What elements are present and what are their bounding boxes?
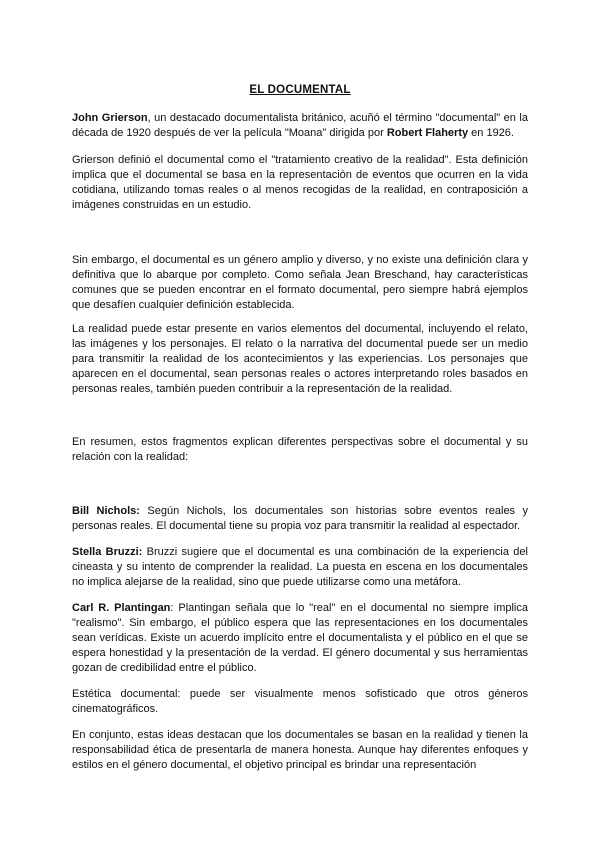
paragraph-bill-nichols: [72, 504, 528, 534]
paragraph-text: Según Nichols, los documentales son historias sobre eventos reales y personas reales. El documental tiene su propia voz para transmitir la realidad al espectador.: [72, 505, 528, 532]
paragraph-text: en 1926.: [468, 127, 514, 139]
paragraph-stella-bruzzi: [72, 545, 528, 590]
paragraph-breschand: Sin embargo, el documental es un género amplio y diverso, y no existe una definición clara y definitiva que lo abarque por completo. Como señala Jean Breschand, hay características comunes que se pueden encontrar en el formato documental, pero siempre habrá ejemplos que desafíen cualquier definición establecida.: [72, 254, 528, 311]
page-title: EL DOCUMENTAL: [249, 84, 351, 96]
name-carl-plantingan: Carl R. Plantingan: [72, 602, 171, 614]
name-stella-bruzzi: Stella Bruzzi:: [72, 546, 143, 558]
paragraph-estetica: Estética documental: puede ser visualmente menos sofisticado que otros géneros cinematográficos.: [72, 688, 528, 715]
paragraph-carl-plantingan: [72, 601, 528, 676]
paragraph-text: Bruzzi sugiere que el documental es una combinación de la experiencia del cineasta y su intento de comprender la realidad. La puesta en escena en los documentales no implica alejarse de la realidad, sino que puede utilizarse como una metáfora.: [72, 546, 528, 588]
name-john-grierson: John Grierson: [72, 112, 148, 124]
paragraph-grierson-definition: Grierson definió el documental como el "tratamiento creativo de la realidad". Esta definición implica que el documental se basa en la representación de eventos que ocurren en la vida cotidiana, utilizando tomas reales o al menos recogidas de la realidad, en contraposición a imágenes construidas en un estudio.: [72, 154, 528, 211]
paragraph-text: : Plantingan señala que lo "real" en el documental no siempre implica "realismo". Sin embargo, el público espera que las representaciones en los documentales sean verídicas. Existe un acuerdo implícito entre el documentalista y el público en el que se espera honestidad y la presentación de la verdad. El género documental y sus herramientas gozan de credibilidad entre el público.: [72, 602, 528, 674]
name-robert-flaherty: Robert Flaherty: [386, 127, 469, 139]
name-bill-nichols: Bill Nichols:: [72, 505, 140, 517]
paragraph-realidad: La realidad puede estar presente en varios elementos del documental, incluyendo el relato, las imágenes y los personajes. El relato o la narrativa del documental puede ser un medio para transmitir la realidad de los acontecimientos y las experiencias. Los personajes que aparecen en el documental, sean personas reales o actores interpretando roles basados en personas reales, también pueden contribuir a la representación de la realidad.: [72, 323, 528, 395]
paragraph-text: , un destacado documentalista británico, acuñó el término "documental" en la década de 1920 después de ver la película "Moana" dirigida por: [72, 112, 528, 139]
paragraph-grierson-intro: [72, 111, 528, 141]
paragraph-conjunto: En conjunto, estas ideas destacan que los documentales se basan en la realidad y tienen la responsabilidad ética de presentarla de manera honesta. Aunque hay diferentes enfoques y estilos en el género documental, el objetivo principal es brindar una representación: [72, 729, 528, 771]
paragraph-resumen: En resumen, estos fragmentos explican diferentes perspectivas sobre el documental y su relación con la realidad:: [72, 436, 528, 463]
